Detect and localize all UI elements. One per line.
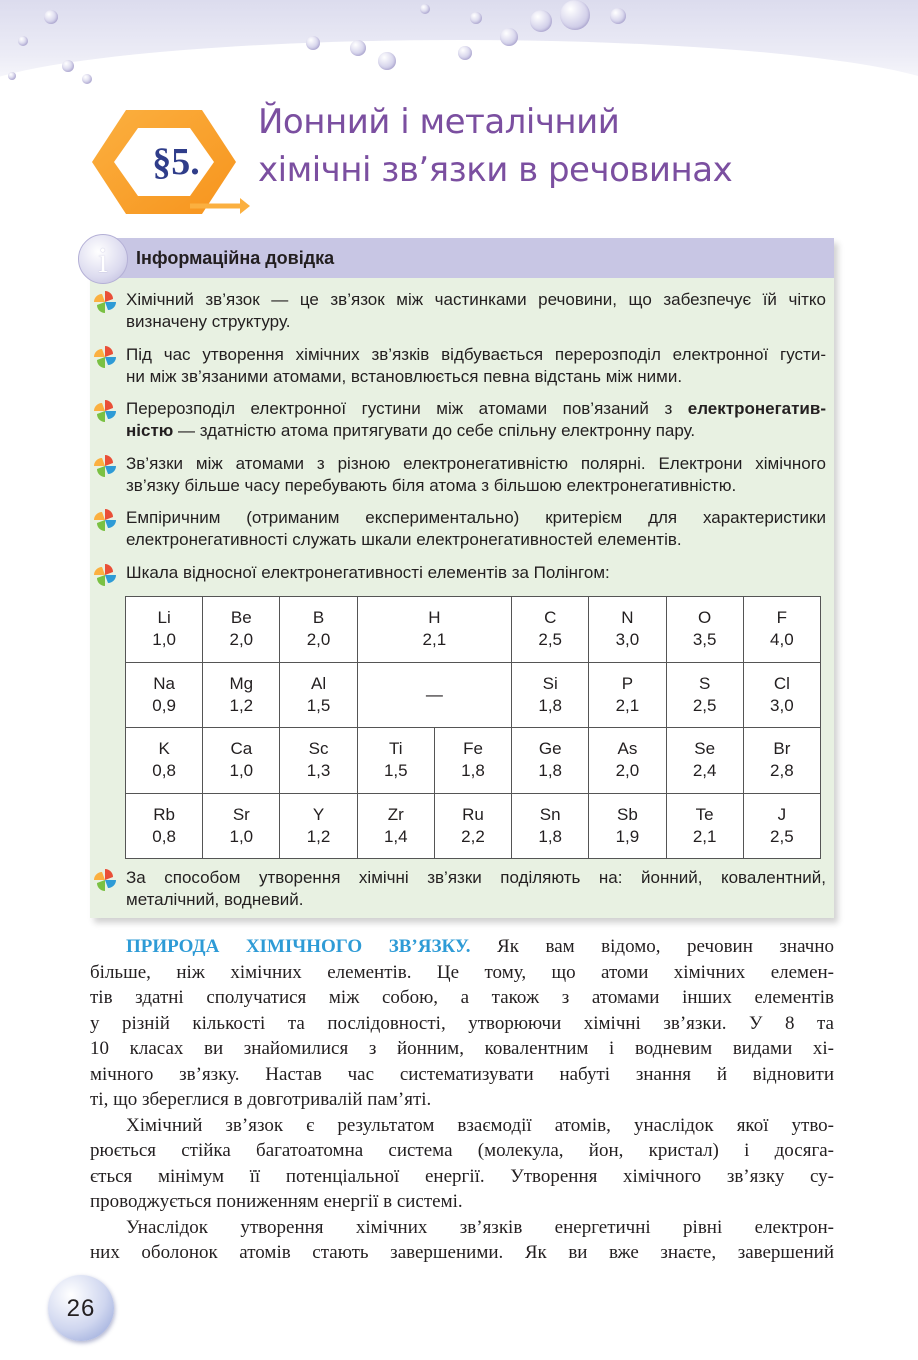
element-cell — [666, 728, 743, 794]
info-item-line: Емпіричним (отриманим експериментально) критерієм для характеристики — [126, 508, 826, 527]
element-electronegativity: 1,0 — [152, 630, 176, 650]
decor-bubble — [44, 10, 58, 24]
term-electronegativity: електронегатив- — [687, 399, 826, 418]
section-badge — [90, 106, 250, 218]
element-cell — [666, 597, 743, 663]
element-symbol: F — [776, 608, 788, 628]
element-symbol: Rb — [153, 804, 175, 824]
element-electronegativity: 0,8 — [152, 826, 176, 846]
element-electronegativity: 2,0 — [306, 630, 331, 650]
element-symbol: Cl — [773, 673, 790, 693]
element-symbol: Sr — [232, 804, 250, 824]
info-item — [126, 398, 826, 442]
element-electronegativity: 2,5 — [538, 630, 563, 650]
element-cell — [743, 793, 820, 859]
info-item-line: За способом утворення хімічні зв’язки поділяють на: йонний, ковалентний, — [126, 868, 826, 887]
body-line — [90, 934, 834, 960]
element-cell — [126, 662, 203, 728]
element-electronegativity: 3,0 — [770, 695, 794, 715]
element-cell — [203, 793, 280, 859]
element-cell — [280, 597, 357, 663]
element-cell — [280, 662, 357, 728]
section-number: §5. — [152, 141, 200, 183]
element-symbol: Ru — [462, 804, 484, 824]
element-electronegativity: 1,9 — [615, 826, 640, 846]
term-electronegativity-end: ністю — [126, 421, 174, 440]
element-symbol: N — [621, 608, 634, 628]
page-number-badge — [48, 1275, 114, 1341]
body-line: ті, що збереглися в довготривалій пам’яті. — [90, 1089, 432, 1110]
element-cell — [357, 597, 511, 663]
info-item-line — [126, 420, 826, 442]
pinwheel-bullet-icon — [92, 507, 118, 533]
element-symbol: Zr — [387, 804, 404, 824]
decor-bubble — [560, 0, 590, 30]
decor-bubble — [378, 52, 396, 70]
element-cell — [280, 728, 357, 794]
element-cell — [203, 597, 280, 663]
element-electronegativity: 0,8 — [152, 761, 176, 781]
info-item-text: — здатністю атома притягувати до себе спільну електронну пару. — [173, 421, 696, 440]
info-item-line: ни між зв’язаними атомами, встановлюється певна відстань між ними. — [126, 367, 683, 386]
pinwheel-bullet-icon — [92, 344, 118, 370]
decor-bubble — [18, 36, 28, 46]
decor-bubble — [458, 46, 472, 60]
element-cell — [203, 728, 280, 794]
pinwheel-bullet-icon — [92, 562, 118, 588]
body-line: більше, ніж хімічних елементів. Це тому, що атоми хімічних елемен- — [90, 961, 834, 983]
pinwheel-bullet-icon — [92, 289, 118, 315]
element-cell — [126, 793, 203, 859]
info-item — [126, 507, 826, 551]
decor-bubble — [500, 28, 518, 46]
body-line: рюється стійка багатоатомна система (молекула, йон, кристал) і досяга- — [90, 1140, 834, 1161]
element-electronegativity: 1,5 — [306, 695, 331, 715]
element-electronegativity: 2,8 — [770, 761, 794, 781]
element-symbol: Ca — [230, 739, 253, 759]
element-symbol: Mg — [229, 673, 254, 693]
element-symbol: Se — [694, 739, 716, 759]
decor-bubble — [420, 4, 430, 14]
page-title-line: хімічні зв’язки в речовинах — [258, 150, 733, 190]
element-cell — [666, 662, 743, 728]
info-item-line: Шкала відносної електронегативності елементів за Полінгом: — [126, 563, 610, 582]
body-line: 10 класах ви знайомилися з йонним, ковалентним і водневим видами хі- — [90, 1038, 834, 1059]
element-electronegativity: 1,8 — [461, 761, 485, 781]
element-cell — [589, 662, 666, 728]
page-title — [258, 98, 898, 194]
info-item — [126, 289, 826, 333]
element-electronegativity: 1,5 — [383, 761, 408, 781]
element-electronegativity: 2,0 — [229, 630, 254, 650]
element-electronegativity: 2,1 — [692, 826, 717, 846]
info-item — [126, 562, 826, 584]
element-electronegativity: 1,2 — [306, 826, 331, 846]
element-symbol: H — [428, 608, 441, 628]
decor-bubble — [610, 8, 626, 24]
body-line: у різній кількості та послідовності, утворюючи хімічні зв’язки. У 8 та — [90, 1012, 834, 1034]
element-cell — [434, 728, 511, 794]
element-electronegativity: 1,0 — [229, 761, 254, 781]
info-box-title: Інформаційна довідка — [136, 248, 335, 268]
element-symbol: Li — [157, 608, 171, 628]
info-box-header — [90, 238, 834, 278]
element-electronegativity: 2,1 — [422, 630, 447, 650]
element-symbol: C — [544, 608, 557, 628]
table-row — [126, 597, 821, 663]
element-symbol: K — [158, 739, 170, 759]
info-item — [126, 453, 826, 497]
element-cell — [357, 728, 434, 794]
info-item — [126, 344, 826, 388]
info-icon-letter: i — [97, 240, 108, 280]
element-electronegativity: 1,0 — [229, 826, 254, 846]
decor-bubble — [8, 72, 16, 80]
decor-bubble — [530, 10, 552, 32]
body-line: мічного зв’язку. Настав час систематизувати набуті знання й відновити — [90, 1063, 834, 1085]
element-electronegativity: 2,5 — [692, 695, 717, 715]
element-cell — [589, 728, 666, 794]
element-symbol: Na — [153, 673, 175, 693]
decor-bubble — [62, 60, 74, 72]
table-row — [126, 662, 821, 728]
element-symbol: P — [621, 673, 634, 693]
body-line: ється мінімум її потенціальної енергії. Утворення хімічного зв’язку су- — [90, 1165, 834, 1187]
element-cell — [434, 793, 511, 859]
element-electronegativity: 4,0 — [770, 630, 794, 650]
body-line: Хімічний зв’язок є результатом взаємодії атомів, унаслідок якої утво- — [126, 1114, 834, 1136]
element-electronegativity: 1,8 — [538, 761, 563, 781]
element-cell — [126, 728, 203, 794]
element-electronegativity: 2,0 — [615, 761, 640, 781]
element-symbol: J — [777, 804, 787, 824]
table-row — [126, 728, 821, 794]
element-cell — [126, 597, 203, 663]
element-cell — [512, 662, 589, 728]
electronegativity-table — [125, 596, 821, 859]
element-electronegativity: 1,8 — [538, 826, 563, 846]
decor-bubble — [82, 74, 92, 84]
body-text — [90, 934, 834, 1266]
element-symbol: Sc — [308, 739, 329, 759]
element-cell — [743, 597, 820, 663]
body-line: проводжується пониженням енергії в системі. — [90, 1191, 463, 1212]
element-symbol: Fe — [463, 739, 483, 759]
element-symbol: Sn — [539, 804, 561, 824]
element-cell — [512, 793, 589, 859]
element-symbol: S — [698, 673, 711, 693]
element-electronegativity: 1,8 — [538, 695, 563, 715]
element-cell — [666, 793, 743, 859]
element-cell — [280, 793, 357, 859]
body-line: них оболонок атомів стають завершеними. Як ви вже знаєте, завершений — [90, 1242, 834, 1263]
element-symbol: Ge — [538, 739, 562, 759]
element-symbol: Al — [310, 673, 327, 693]
element-electronegativity: 2,5 — [770, 826, 794, 846]
element-electronegativity: 3,0 — [615, 630, 640, 650]
element-cell — [743, 662, 820, 728]
element-symbol: Br — [773, 739, 791, 759]
element-symbol: B — [312, 608, 325, 628]
info-item-line: зв’язку більше часу перебувають біля атома з більшою електронегативністю. — [126, 476, 737, 495]
element-cell — [357, 793, 434, 859]
info-item-line: визначену структуру. — [126, 312, 291, 331]
element-electronegativity: 1,2 — [229, 695, 254, 715]
table-row — [126, 793, 821, 859]
element-cell — [357, 662, 511, 728]
element-symbol: Te — [695, 804, 714, 824]
info-icon — [78, 234, 128, 284]
element-symbol: O — [698, 608, 712, 628]
element-electronegativity: 2,4 — [692, 761, 717, 781]
info-item-line: електронегативності служать шкали електронегативностей елементів. — [126, 530, 682, 549]
element-symbol: As — [617, 739, 638, 759]
element-symbol: Be — [230, 608, 252, 628]
element-electronegativity: 1,4 — [383, 826, 408, 846]
info-item-line: Хімічний зв’язок — це зв’язок між частинками речовини, що забезпечує їй чітко — [126, 290, 826, 309]
info-item — [126, 867, 826, 911]
element-cell — [512, 728, 589, 794]
info-item-line: Зв’язки між атомами з різною електронегативністю полярні. Електрони хімічного — [126, 454, 826, 473]
page-number: 26 — [66, 1295, 96, 1322]
element-electronegativity: 3,5 — [692, 630, 717, 650]
section-heading: ПРИРОДА ХІМІЧНОГО ЗВ’ЯЗКУ. — [126, 936, 471, 957]
element-electronegativity: 0,9 — [152, 695, 176, 715]
element-electronegativity: 1,3 — [306, 761, 331, 781]
element-symbol: Sb — [617, 804, 638, 824]
element-cell — [512, 597, 589, 663]
decor-bubble — [470, 12, 482, 24]
body-line: Унаслідок утворення хімічних зв’язків енергетичні рівні електрон- — [126, 1216, 834, 1238]
body-line: тів здатні сполучатися між собою, а також з атомами інших елементів — [90, 987, 834, 1008]
element-electronegativity: 2,2 — [461, 826, 485, 846]
element-symbol: Ti — [389, 739, 403, 759]
element-cell — [589, 793, 666, 859]
pinwheel-bullet-icon — [92, 453, 118, 479]
element-cell — [589, 597, 666, 663]
element-symbol: — — [425, 684, 443, 704]
page-title-line: Йонний і металічний — [258, 102, 620, 142]
info-item-line — [126, 398, 826, 420]
info-item-line: металічний, водневий. — [126, 890, 304, 909]
element-symbol: Si — [542, 673, 558, 693]
element-symbol: Y — [312, 804, 325, 824]
element-cell — [743, 728, 820, 794]
element-cell — [203, 662, 280, 728]
element-electronegativity: 2,1 — [615, 695, 640, 715]
info-item-text: Перерозподіл електронної густини між атомами пов’язаний з — [126, 399, 688, 418]
pinwheel-bullet-icon — [92, 867, 118, 893]
body-text-run: Як вам відомо, речовин значно — [470, 936, 834, 957]
pinwheel-bullet-icon — [92, 398, 118, 424]
info-item-line: Під час утворення хімічних зв’язків відбувається перерозподіл електронної густи- — [126, 345, 826, 364]
decor-bubble — [350, 40, 366, 56]
decor-bubble — [306, 36, 320, 50]
